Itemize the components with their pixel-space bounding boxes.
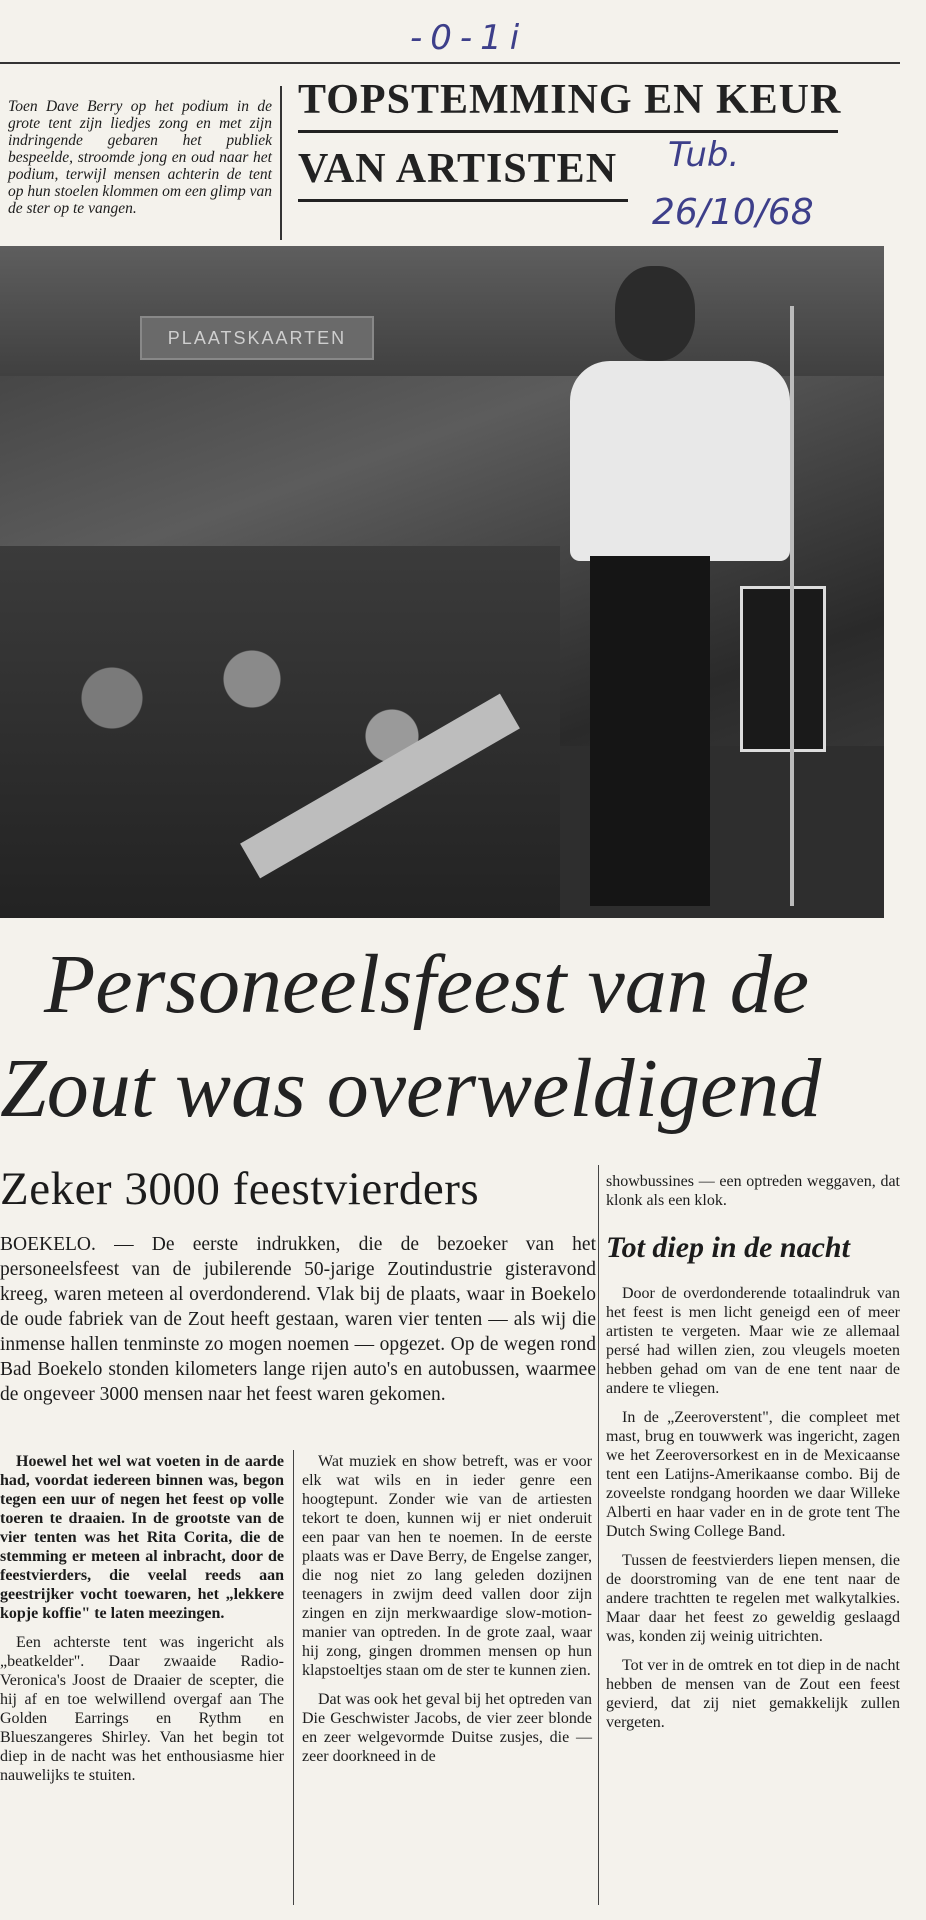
tent-banner: PLAATSKAARTEN [140, 316, 374, 360]
main-headline-line-1: Personeelsfeest van de [44, 938, 810, 1031]
column-3-paragraph-0: showbussines — een optreden weggaven, dat klonk als een klok. [606, 1173, 900, 1209]
handwritten-source-note: Tub. [668, 135, 740, 175]
concert-photo [0, 246, 884, 918]
article-column-1 [0, 1452, 284, 1795]
main-headline-line-2: Zout was overweldigend [0, 1042, 822, 1135]
column-2-paragraph-1: Wat muziek en show betreft, was er voor elk wat wils en in ieder genre een hoogtepunt. Zonder wie van de artiesten tekort te doen, kunnen wij er niet onderuit een paar van hen te noemen. In de eerste plaats was er Dave Berry, de Engelse zanger, die nog niet zo lang geleden dozijnen teenagers in zwijm deed vallen door zijn zingen en zijn merkwaardige slow-motion-manier van optreden. In de grote zaal, waar hij zong, gingen drommen mensen op hun klapstoeltjes staan om de ster te kunnen zien. [302, 1453, 592, 1679]
article-column-2 [302, 1452, 592, 1776]
column-1-paragraph-1: Hoewel het wel wat voeten in de aarde had, voordat iedereen binnen was, begon tegen een uur of negen het feest op volle toeren te draaien. In de grootste van de vier tenten was het Rita Corita, die de stemming er meteen al inbracht, door de feestvierders, die veelal reeds aan geestrijker vocht toewaren, het „lekkere kopje koffie" te laten meezingen. [0, 1453, 284, 1622]
column-2-paragraph-2: Dat was ook het geval bij het optreden van Die Geschwister Jacobs, de vier zeer blonde en zeer welgevormde Duitse zusjes, die — zeer doorkneed in de [302, 1691, 592, 1765]
column-3-paragraph-1: Door de overdonderende totaalindruk van het feest is men licht geneigd een of meer artisten te vergeten. Maar wie ze allemaal persé had willen zien, zou vleugels moeten hebben gehad om van de ene tent naar de andere te vliegen. [606, 1285, 900, 1397]
singer-head [615, 266, 695, 361]
column-3-paragraph-2: In de „Zeeroverstent", die compleet met mast, brug en touwwerk was ingericht, zagen we het Zeeroversorkest en in de Mexicaanse tent een Latijns-Amerikaanse combo. Bij de zoveelste rondgang hoorden we daar Willeke Alberti en haar vader en in de grote tent The Dutch Swing College Band. [606, 1409, 900, 1540]
small-headline-line-2: VAN ARTISTEN [298, 146, 618, 192]
article-column-3 [606, 1172, 900, 1742]
top-rule [0, 62, 900, 64]
amplifier [740, 586, 826, 752]
column-1-paragraph-2: Een achterste tent was ingericht als „beatkelder". Daar zwaaide Radio-Veronica's Joost de Draaier de scepter, die hij af en toe welwillend overgaf aan The Golden Earrings en Rythm en Blueszangeres Shirley. Van het begin tot diep in de nacht was het enthousiasme hier nauwelijks te stuiten. [0, 1634, 284, 1784]
small-headline-line-1: TOPSTEMMING EN KEUR [298, 77, 842, 123]
lead-paragraph: BOEKELO. — De eerste indrukken, die de bezoeker van het personeelsfeest van de jubilerende 50-jarige Zoutindustrie gisteravond kreeg, waren meteen al overdonderend. Vlak bij de plaats, waar in Boekelo de oude fabriek van de Zout heeft gestaan, waren vier tenten — als wij die inmense hallen tenminste zo mogen noemen — opgezet. Op de wegen rond Bad Boekelo stonden kilometers lange rijen auto's en autobussen, waarmee de ongeveer 3000 mensen naar het feest waren gekomen. [0, 1234, 596, 1405]
photo-caption: Toen Dave Berry op het podium in de grote tent zijn liedjes zong en met zijn indringende gebaren het publiek bespeelde, stroomde jong en oud naar het podium, terwijl mensen achterin de tent op hun stoelen klommen om een glimp van de ster op te vangen. [0, 86, 282, 240]
microphone-stand [790, 306, 794, 906]
singer-legs [590, 556, 710, 906]
headline-rule-2 [298, 199, 628, 202]
singer-figure [560, 266, 760, 906]
handwritten-archive-mark: -0-1i [410, 18, 528, 58]
singer-shirt [570, 361, 790, 561]
column-3-paragraph-4: Tot ver in de omtrek en tot diep in de nacht hebben de mensen van de Zout een feest gevierd, dat zij niet gemakkelijk zullen vergeten. [606, 1657, 900, 1731]
small-headline [298, 76, 854, 214]
section-heading: Tot diep in de nacht [606, 1231, 850, 1264]
handwritten-date: 26/10/68 [652, 192, 814, 233]
subheadline: Zeker 3000 feestvierders [0, 1163, 480, 1215]
column-divider-1 [293, 1450, 294, 1905]
column-divider-2 [598, 1165, 599, 1905]
headline-rule [298, 130, 838, 133]
column-3-paragraph-3: Tussen de feestvierders liepen mensen, die de doorstroming van de ene tent naar de andere trachtten te regelen met walkytalkies. Maar daar het feest zo geweldig geslaagd was, konden zij weinig uitrichten. [606, 1552, 900, 1645]
